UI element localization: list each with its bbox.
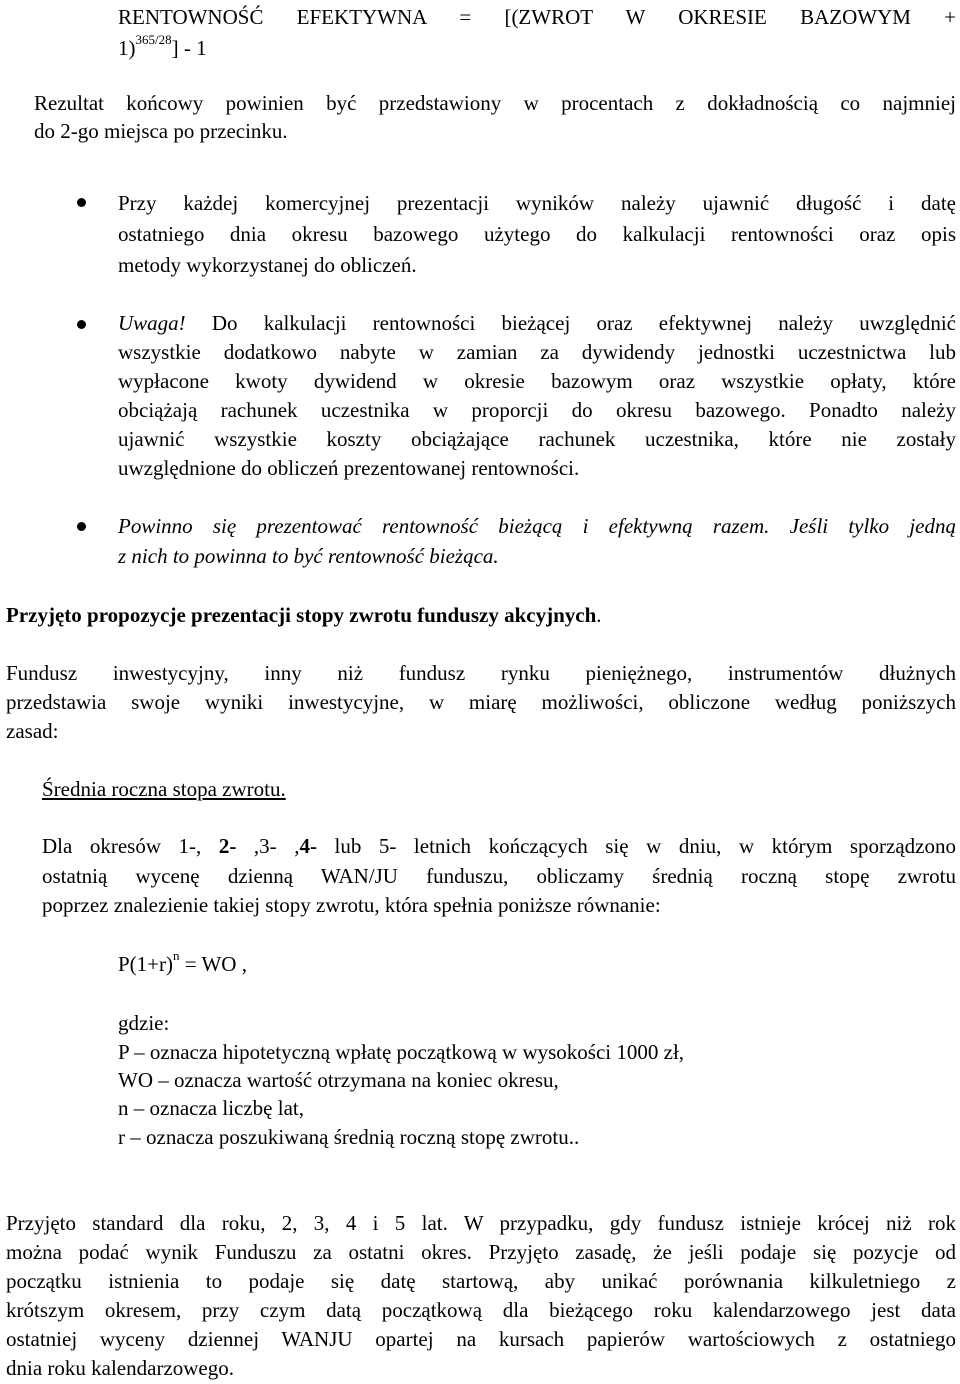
standard-line-2: można podać wynik Funduszu za ostatni okres. Przyjęto zasadę, że jeśli podaje się pozycje od bbox=[6, 1240, 956, 1264]
formula-line-1: RENTOWNOŚĆ EFEKTYWNA = [(ZWROT W OKRESIE BAZOWYM + bbox=[118, 5, 956, 29]
bullet-3-line-2: z nich to powinna to być rentowność bieżąca. bbox=[118, 544, 499, 568]
standard-line-6: dnia roku kalendarzowego. bbox=[6, 1356, 234, 1380]
section-heading-dot: . bbox=[596, 603, 602, 627]
bullet-1-line-3: metody wykorzystanej do obliczeń. bbox=[118, 253, 417, 277]
bullet-2-line-4: obciążają rachunek uczestnika w proporcji do okresu bazowego. Ponadto należy bbox=[118, 398, 956, 422]
fund-line-1: Fundusz inwestycyjny, inny niż fundusz rynku pieniężnego, instrumentów dłużnych bbox=[6, 661, 956, 685]
periods-text-b: 2- bbox=[218, 834, 237, 858]
standard-line-5: ostatniej wyceny dziennej WANJU opartej na kursach papierów wartościowych z ostatniego bbox=[6, 1327, 956, 1351]
periods-text-e: lub 5- letnich kończących się w dniu, w którym sporządzono bbox=[316, 834, 957, 858]
bullet-2-line-1 bbox=[118, 308, 956, 338]
formula-line-2 bbox=[118, 33, 207, 63]
bullet-1-line-2: ostatniego dnia okresu bazowego użytego do kalkulacji rentowności oraz opis bbox=[118, 222, 956, 246]
periods-text-a: Dla okresów 1-, bbox=[42, 834, 219, 858]
bullet-2-line-5: ujawnić wszystkie koszty obciążające rachunek uczestnika, które nie zostały bbox=[118, 427, 956, 451]
bullet-3-line-1: Powinno się prezentować rentowność bieżącą i efektywną razem. Jeśli tylko jedną bbox=[118, 514, 956, 538]
where-item-n: n – oznacza liczbę lat, bbox=[118, 1096, 304, 1120]
bullet-icon bbox=[77, 198, 86, 207]
equation-exponent: n bbox=[173, 948, 180, 963]
periods-line-1 bbox=[42, 831, 956, 861]
result-line-1: Rezultat końcowy powinien być przedstawiony w procentach z dokładnością co najmniej bbox=[34, 91, 956, 115]
bullet-icon bbox=[77, 320, 86, 329]
formula-line-2-pre: 1) bbox=[118, 36, 136, 60]
bullet-2-line-2: wszystkie dodatkowo nabyte w zamian za dywidendy jednostki uczestnictwa lub bbox=[118, 340, 956, 364]
formula-line-2-post: ] - 1 bbox=[171, 36, 207, 60]
formula-exponent: 365/28 bbox=[135, 32, 172, 47]
equation-post: = WO , bbox=[179, 952, 247, 976]
periods-line-2: ostatnią wycenę dzienną WAN/JU funduszu, obliczamy średnią roczną stopę zwrotu bbox=[42, 864, 956, 888]
section-heading-text: Przyjęto propozycje prezentacji stopy zwrotu funduszy akcyjnych bbox=[6, 603, 597, 627]
subheading: Średnia roczna stopa zwrotu. bbox=[42, 777, 286, 801]
standard-line-1: Przyjęto standard dla roku, 2, 3, 4 i 5 lat. W przypadku, gdy fundusz istnieje krócej niż rok bbox=[6, 1211, 956, 1235]
periods-text-d: 4- bbox=[299, 834, 317, 858]
fund-line-3: zasad: bbox=[6, 719, 59, 743]
bullet-2-line-3: wypłacone kwoty dywidend w okresie bazowym oraz wszystkie opłaty, które bbox=[118, 369, 956, 393]
bullet-1-line-1: Przy każdej komercyjnej prezentacji wyników należy ujawnić długość i datę bbox=[118, 191, 956, 215]
periods-text-c: ,3- , bbox=[236, 834, 300, 858]
equation bbox=[118, 949, 247, 979]
where-item-wo: WO – oznacza wartość otrzymana na koniec okresu, bbox=[118, 1068, 559, 1092]
bullet-2-line-6: uwzględnione do obliczeń prezentowanej rentowności. bbox=[118, 456, 580, 480]
periods-line-3: poprzez znalezienie takiej stopy zwrotu, która spełnia poniższe równanie: bbox=[42, 893, 661, 917]
bullet-2-line-1-text: Do kalkulacji rentowności bieżącej oraz efektywnej należy uwzględnić bbox=[211, 311, 957, 335]
standard-line-4: krótszym okresem, przy czym datą początkową dla bieżącego roku kalendarzowego jest data bbox=[6, 1298, 956, 1322]
equation-pre: P(1+r) bbox=[118, 952, 174, 976]
section-heading bbox=[6, 600, 602, 630]
where-label: gdzie: bbox=[118, 1011, 170, 1035]
fund-line-2: przedstawia swoje wyniki inwestycyjne, w miarę możliwości, obliczone według poniższych bbox=[6, 690, 956, 714]
standard-line-3: początku istnienia to podaje się datę startową, aby unikać porównania kilkuletniego z bbox=[6, 1269, 956, 1293]
where-item-r: r – oznacza poszukiwaną średnią roczną stopę zwrotu.. bbox=[118, 1125, 580, 1149]
bullet-icon bbox=[77, 522, 86, 531]
result-line-2: do 2-go miejsca po przecinku. bbox=[34, 119, 288, 143]
where-item-p: P – oznacza hipotetyczną wpłatę początkową w wysokości 1000 zł, bbox=[118, 1040, 685, 1064]
bullet-2-lead: Uwaga! bbox=[118, 311, 186, 335]
